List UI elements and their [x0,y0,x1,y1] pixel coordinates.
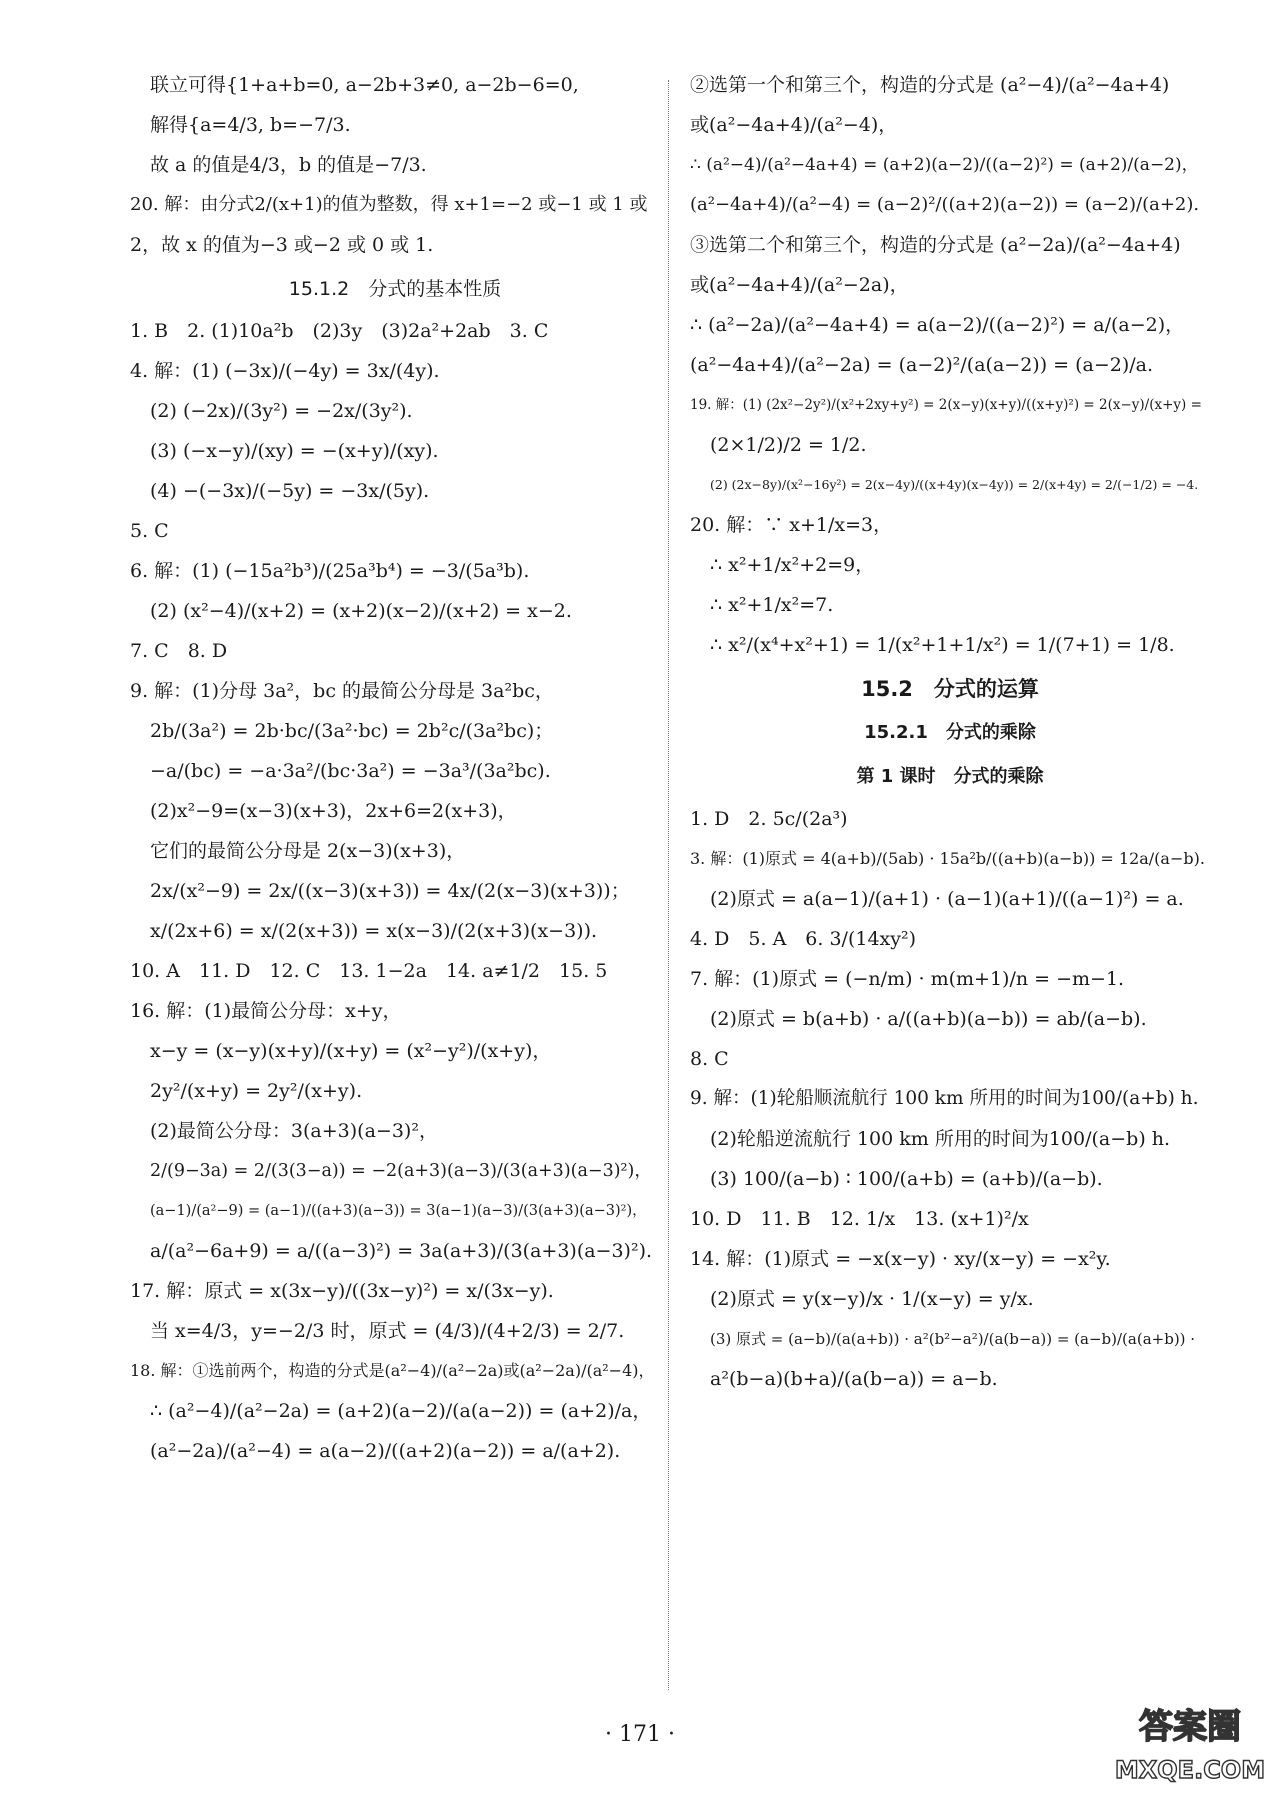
left-line: 2/(9−3a) = 2/(3(3−a)) = −2(a+3)(a−3)/(3(a+3)(a−3)²)， [150,1161,652,1181]
right-line: 14. 解：(1)原式 = −x(x−y) · xy/(x−y) = −x²y. [690,1248,1111,1270]
right-line: (2)原式 = a(a−1)/(a+1) · (a−1)(a+1)/((a−1)²) = a. [710,888,1184,910]
left-line: 2x/(x²−9) = 2x/((x−3)(x+3)) = 4x/(2(x−3)(x+3))； [150,880,630,902]
page-number: · 171 · [605,1722,675,1747]
left-line: 2b/(3a²) = 2b·bc/(3a²·bc) = 2b²c/(3a²bc)； [150,720,554,742]
right-line: ∴ (a²−2a)/(a²−4a+4) = a(a−2)/((a−2)²) = a/(a−2)， [690,314,1185,336]
right-line: (3) 原式 = (a−b)/(a(a+b)) · a²(b²−a²)/(a(b−a)) = (a−b)/(a(a+b)) · [710,1330,1196,1348]
left-line: 9. 解：(1)分母 3a²，bc 的最简公分母是 3a²bc， [130,680,554,702]
right-line: (2) (2x−8y)/(x²−16y²) = 2(x−4y)/((x+4y)(x−4y)) = 2/(x+4y) = 2/(−1/2) = −4. [710,477,1199,492]
left-line: (3) (−x−y)/(xy) = −(x+y)/(xy). [150,440,439,462]
left-column [130,70,660,1476]
column-divider [668,80,669,1690]
right-line: ∴ x²/(x⁴+x²+1) = 1/(x²+1+1/x²) = 1/(7+1) = 1/8. [710,634,1175,656]
left-line: 16. 解：(1)最简公分母：x+y， [130,1000,402,1022]
left-line: ∴ (a²−4)/(a²−2a) = (a+2)(a−2)/(a(a−2)) = (a+2)/a， [150,1400,652,1422]
right-line: ②选第一个和第三个，构造的分式是 (a²−4)/(a²−4a+4) [690,74,1170,96]
left-line: 4. 解：(1) (−3x)/(−4y) = 3x/(4y). [130,360,440,382]
right-line: ∴ x²+1/x²=7. [710,594,834,616]
right-line: 8. C [690,1048,729,1070]
right-line: (3) 100/(a−b) ∶ 100/(a+b) = (a+b)/(a−b). [710,1168,1103,1190]
left-line: −a/(bc) = −a·3a²/(bc·3a²) = −3a³/(3a²bc). [150,760,551,782]
right-line: 3. 解：(1)原式 = 4(a+b)/(5ab) · 15a²b/((a+b)(a−b)) = 12a/(a−b). [690,849,1205,868]
right-line: 或(a²−4a+4)/(a²−2a)， [690,274,909,296]
left-line: 7. C 8. D [130,640,228,662]
left-line: 故 a 的值是4/3，b 的值是−7/3. [150,154,427,176]
watermark-title: 答案圈 [1139,1707,1241,1747]
watermark-logo [1110,1690,1270,1790]
left-line: 15.1.2 分式的基本性质 [288,278,502,300]
left-line: 17. 解：原式 = x(3x−y)/((3x−y)²) = x/(3x−y). [130,1280,554,1302]
right-line: 第 1 课时 分式的乘除 [856,766,1044,787]
right-line: 4. D 5. A 6. 3/(14xy²) [690,928,917,950]
left-line: 联立可得{1+a+b=0, a−2b+3≠0, a−2b−6=0, [150,74,579,96]
left-line: 18. 解：①选前两个，构造的分式是(a²−4)/(a²−2a)或(a²−2a)/(a²−4)， [130,1361,655,1380]
left-line: 20. 解：由分式2/(x+1)的值为整数，得 x+1=−2 或−1 或 1 或 [130,194,648,215]
left-line: (a−1)/(a²−9) = (a−1)/((a+3)(a−3)) = 3(a−1)(a−3)/(3(a+3)(a−3)²)， [150,1203,647,1219]
left-line: 2，故 x 的值为−3 或−2 或 0 或 1. [130,234,434,256]
right-line: 9. 解：(1)轮船顺流航行 100 km 所用的时间为100/(a+b) h. [690,1088,1199,1109]
right-column [690,70,1210,1404]
left-line: (2) (x²−4)/(x+2) = (x+2)(x−2)/(x+2) = x−2. [150,600,572,622]
left-line: 解得{a=4/3, b=−7/3. [150,114,351,136]
left-line: 6. 解：(1) (−15a²b³)/(25a³b⁴) = −3/(5a³b). [130,560,530,582]
left-line: 1. B 2. (1)10a²b (2)3y (3)2a²+2ab 3. C [130,320,549,342]
right-line: a²(b−a)(b+a)/(a(b−a)) = a−b. [710,1368,998,1390]
right-line: 1. D 2. 5c/(2a³) [690,808,848,830]
left-line: (a²−2a)/(a²−4) = a(a−2)/((a+2)(a−2)) = a/(a+2). [150,1440,621,1462]
left-line: a/(a²−6a+9) = a/((a−3)²) = 3a(a+3)/(3(a+3)(a−3)²). [150,1240,653,1262]
right-line: 15.2.1 分式的乘除 [864,722,1036,743]
right-line: ∴ x²+1/x²+2=9， [710,554,875,576]
right-line: (2)原式 = y(x−y)/x · 1/(x−y) = y/x. [710,1288,1034,1310]
right-line: 7. 解：(1)原式 = (−n/m) · m(m+1)/n = −m−1. [690,968,1125,990]
right-line: 19. 解：(1) (2x²−2y²)/(x²+2xy+y²) = 2(x−y)(x+y)/((x+y)²) = 2(x−y)/(x+y) = [690,397,1202,413]
right-line: 10. D 11. B 12. 1/x 13. (x+1)²/x [690,1208,1029,1230]
watermark-url: MXQE.COM [1114,1756,1266,1784]
right-line: (2)轮船逆流航行 100 km 所用的时间为100/(a−b) h. [710,1128,1171,1150]
right-line: (2×1/2)/2 = 1/2. [710,434,867,456]
right-line: (a²−4a+4)/(a²−2a) = (a−2)²/(a(a−2)) = (a−2)/a. [690,354,1154,376]
right-line: (a²−4a+4)/(a²−4) = (a−2)²/((a+2)(a−2)) = (a−2)/(a+2). [690,194,1200,215]
left-line: 5. C [130,520,169,542]
right-line: ∴ (a²−4)/(a²−4a+4) = (a+2)(a−2)/((a−2)²) = (a+2)/(a−2)， [690,155,1199,175]
left-line: (4) −(−3x)/(−5y) = −3x/(5y). [150,480,430,502]
left-line: x/(2x+6) = x/(2(x+3)) = x(x−3)/(2(x+3)(x−3)). [150,920,598,942]
left-line: 它们的最简公分母是 2(x−3)(x+3)， [150,840,466,862]
left-line: 2y²/(x+y) = 2y²/(x+y). [150,1080,363,1102]
left-line: (2)x²−9=(x−3)(x+3)，2x+6=2(x+3)， [150,800,517,822]
left-line: 10. A 11. D 12. C 13. 1−2a 14. a≠1/2 15. 5 [130,960,608,982]
right-line: ③选第二个和第三个，构造的分式是 (a²−2a)/(a²−4a+4) [690,234,1181,256]
left-line: 当 x=4/3，y=−2/3 时，原式 = (4/3)/(4+2/3) = 2/7. [150,1320,625,1342]
right-line: (2)原式 = b(a+b) · a/((a+b)(a−b)) = ab/(a−b). [710,1008,1147,1030]
left-line: (2)最简公分母：3(a+3)(a−3)²， [150,1120,438,1142]
right-line: 20. 解：∵ x+1/x=3， [690,514,893,536]
left-line: (2) (−2x)/(3y²) = −2x/(3y²). [150,400,413,422]
right-line: 或(a²−4a+4)/(a²−4)， [690,114,898,136]
right-line: 15.2 分式的运算 [861,677,1039,701]
left-line: x−y = (x−y)(x+y)/(x+y) = (x²−y²)/(x+y)， [150,1040,552,1062]
